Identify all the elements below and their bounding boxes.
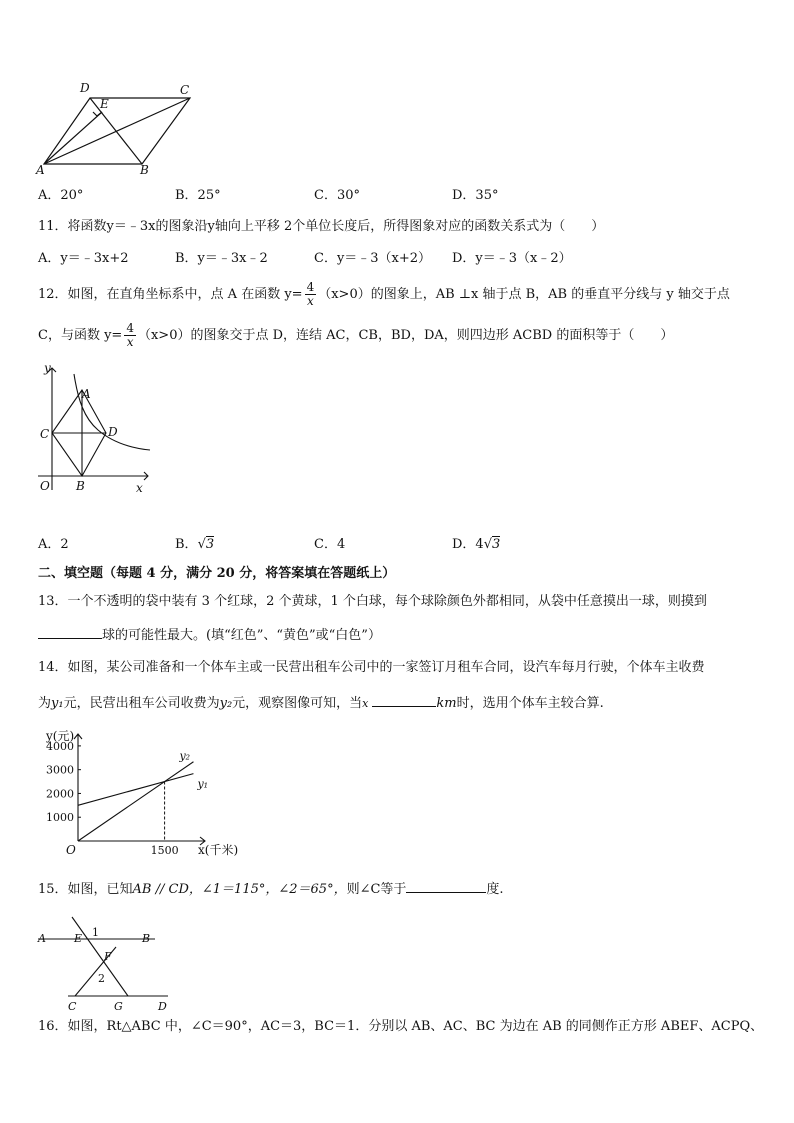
fig12-label-A: A xyxy=(82,387,91,401)
q14-text-d: 时，选用个体车主较合算. xyxy=(456,696,604,711)
fig15-label-1: 1 xyxy=(92,926,99,939)
q12-line2-post: （x>0）的图象交于点 D，连结 AC，CB，BD，DA，则四边形 ACBD 的面积等于（ ） xyxy=(137,328,674,343)
fig12-label-C: C xyxy=(40,427,50,441)
label-E: E xyxy=(100,97,109,111)
fig15-label-C: C xyxy=(68,1000,77,1012)
q12-option-d-radicand: 3 xyxy=(492,537,501,552)
series-label-1: y₁ xyxy=(197,777,209,791)
q11-option-c: C．y＝﹣3（x+2） xyxy=(314,251,432,266)
series-line-1 xyxy=(78,774,193,806)
fig12-label-O: O xyxy=(40,479,50,493)
fig12-label-y: y xyxy=(44,361,51,375)
q12-line1-post: （x>0）的图象上，AB ⊥x 轴于点 B，AB 的垂直平分线与 y 轴交于点 xyxy=(318,287,730,302)
q14-text-c: 元，观察图像可知，当 xyxy=(232,696,363,711)
fig15-label-F: F xyxy=(104,950,112,963)
q11-option-d: D．y＝﹣3（x﹣2） xyxy=(452,251,572,266)
section2-title: 二、填空题（每题 4 分，满分 20 分，将答案填在答题纸上） xyxy=(38,566,396,581)
q12-option-a: A．2 xyxy=(38,537,69,552)
q14-y1: y₁ xyxy=(51,696,64,711)
q14-y2: y₂ xyxy=(219,696,233,711)
q13-line2-text: 球的可能性最大。(填“红色”、“黄色”或“白色”） xyxy=(102,628,381,643)
y-tick-label: 1000 xyxy=(46,811,74,825)
q12-option-d xyxy=(452,536,500,554)
q12-question-line2 xyxy=(38,318,673,354)
q12-option-b xyxy=(175,536,214,554)
q14-unit: km xyxy=(436,696,457,711)
chart-ylabel: y(元) xyxy=(46,729,75,743)
fig15-label-D: D xyxy=(158,1000,167,1012)
q15-mid: 则∠C等于 xyxy=(346,882,407,897)
q15-question xyxy=(38,878,504,899)
fig15-label-2: 2 xyxy=(98,972,105,985)
y-tick-label: 2000 xyxy=(46,787,74,801)
q14-question-line1: 14．如图，某公司准备和一个体车主或一民营出租车公司中的一家签订月租车合同，设汽车每月行驶，个体车主收费 xyxy=(38,660,705,675)
sqrt-symbol: √ xyxy=(483,537,492,552)
q12-frac1-den: x xyxy=(307,294,314,308)
label-C: C xyxy=(180,83,190,97)
q10-option-d: D．35° xyxy=(452,188,499,203)
q12-option-b-radicand: 3 xyxy=(205,537,215,552)
parallel-lines-figure xyxy=(30,912,180,1012)
q14-text-a: 为 xyxy=(38,696,52,711)
fig12-label-x: x xyxy=(136,481,143,495)
parallelogram-figure xyxy=(30,78,230,176)
q12-option-c: C．4 xyxy=(314,537,346,552)
fig15-label-B: B xyxy=(142,932,151,945)
q11-option-a: A．y＝﹣3x+2 xyxy=(38,251,129,266)
fig12-label-D: D xyxy=(108,425,118,439)
q12-question-line1 xyxy=(38,277,730,313)
q12-option-b-label: B． xyxy=(175,537,198,552)
q13-answer-blank[interactable] xyxy=(38,624,102,639)
q14-x: x xyxy=(362,697,369,710)
series-label-0: y₂ xyxy=(179,749,191,763)
q10-option-c: C．30° xyxy=(314,188,360,203)
q12-fraction-2 xyxy=(124,322,136,349)
q14-line-chart xyxy=(30,726,250,862)
label-D: D xyxy=(80,81,90,95)
q12-option-d-label: D．4 xyxy=(452,537,484,552)
q14-question-line2 xyxy=(38,692,604,713)
fig12-label-B: B xyxy=(76,479,85,493)
y-tick-label: 4000 xyxy=(46,739,74,753)
q14-text-b: 元，民营出租车公司收费为 xyxy=(63,696,220,711)
fig15-label-A: A xyxy=(38,932,46,945)
q10-option-b: B．25° xyxy=(175,188,221,203)
y-tick-label: 3000 xyxy=(46,763,74,777)
series-line-0 xyxy=(78,762,193,841)
q12-frac2-den: x xyxy=(126,335,134,349)
hyperbola-figure xyxy=(30,360,160,500)
q13-question-line2 xyxy=(38,624,381,645)
q12-line2-pre: C，与函数 y= xyxy=(38,328,123,343)
q14-answer-blank[interactable] xyxy=(372,692,436,707)
q12-frac2-num: 4 xyxy=(126,321,134,335)
sqrt-symbol: √ xyxy=(197,537,206,552)
q12-frac1-num: 4 xyxy=(306,280,315,294)
fig15-label-E: E xyxy=(74,932,83,945)
chart-origin: O xyxy=(66,843,76,857)
q11-option-b: B．y＝﹣3x﹣2 xyxy=(175,251,268,266)
q15-post: 度. xyxy=(486,882,504,897)
chart-xlabel: x(千米) xyxy=(198,843,239,857)
q13-question-line1: 13．一个不透明的袋中装有 3 个红球，2 个黄球，1 个白球，每个球除颜色外都相同，从袋中任意摸出一球，则摸到 xyxy=(38,594,707,609)
q16-question: 16．如图，Rt△ABC 中，∠C＝90°，AC＝3，BC＝1．分别以 AB、AC、BC 为边在 AB 的同侧作正方形 ABEF、ACPQ、 xyxy=(38,1019,764,1034)
x-tick-label: 1500 xyxy=(150,844,179,857)
q12-fraction-1 xyxy=(305,281,317,308)
q10-option-a: A．20° xyxy=(38,188,84,203)
q15-math: AB // CD，∠1＝115°，∠2＝65°， xyxy=(132,882,347,897)
fig15-label-G: G xyxy=(114,1000,123,1012)
label-B: B xyxy=(140,163,149,176)
q12-line1-pre: 12．如图，在直角坐标系中，点 A 在函数 y= xyxy=(38,287,303,302)
q11-question: 11．将函数y＝﹣3x的图象沿y轴向上平移 2个单位长度后，所得图象对应的函数关系式为（ ） xyxy=(38,219,605,234)
label-A: A xyxy=(36,163,45,176)
q15-answer-blank[interactable] xyxy=(406,878,486,893)
q15-pre: 15．如图，已知 xyxy=(38,882,133,897)
